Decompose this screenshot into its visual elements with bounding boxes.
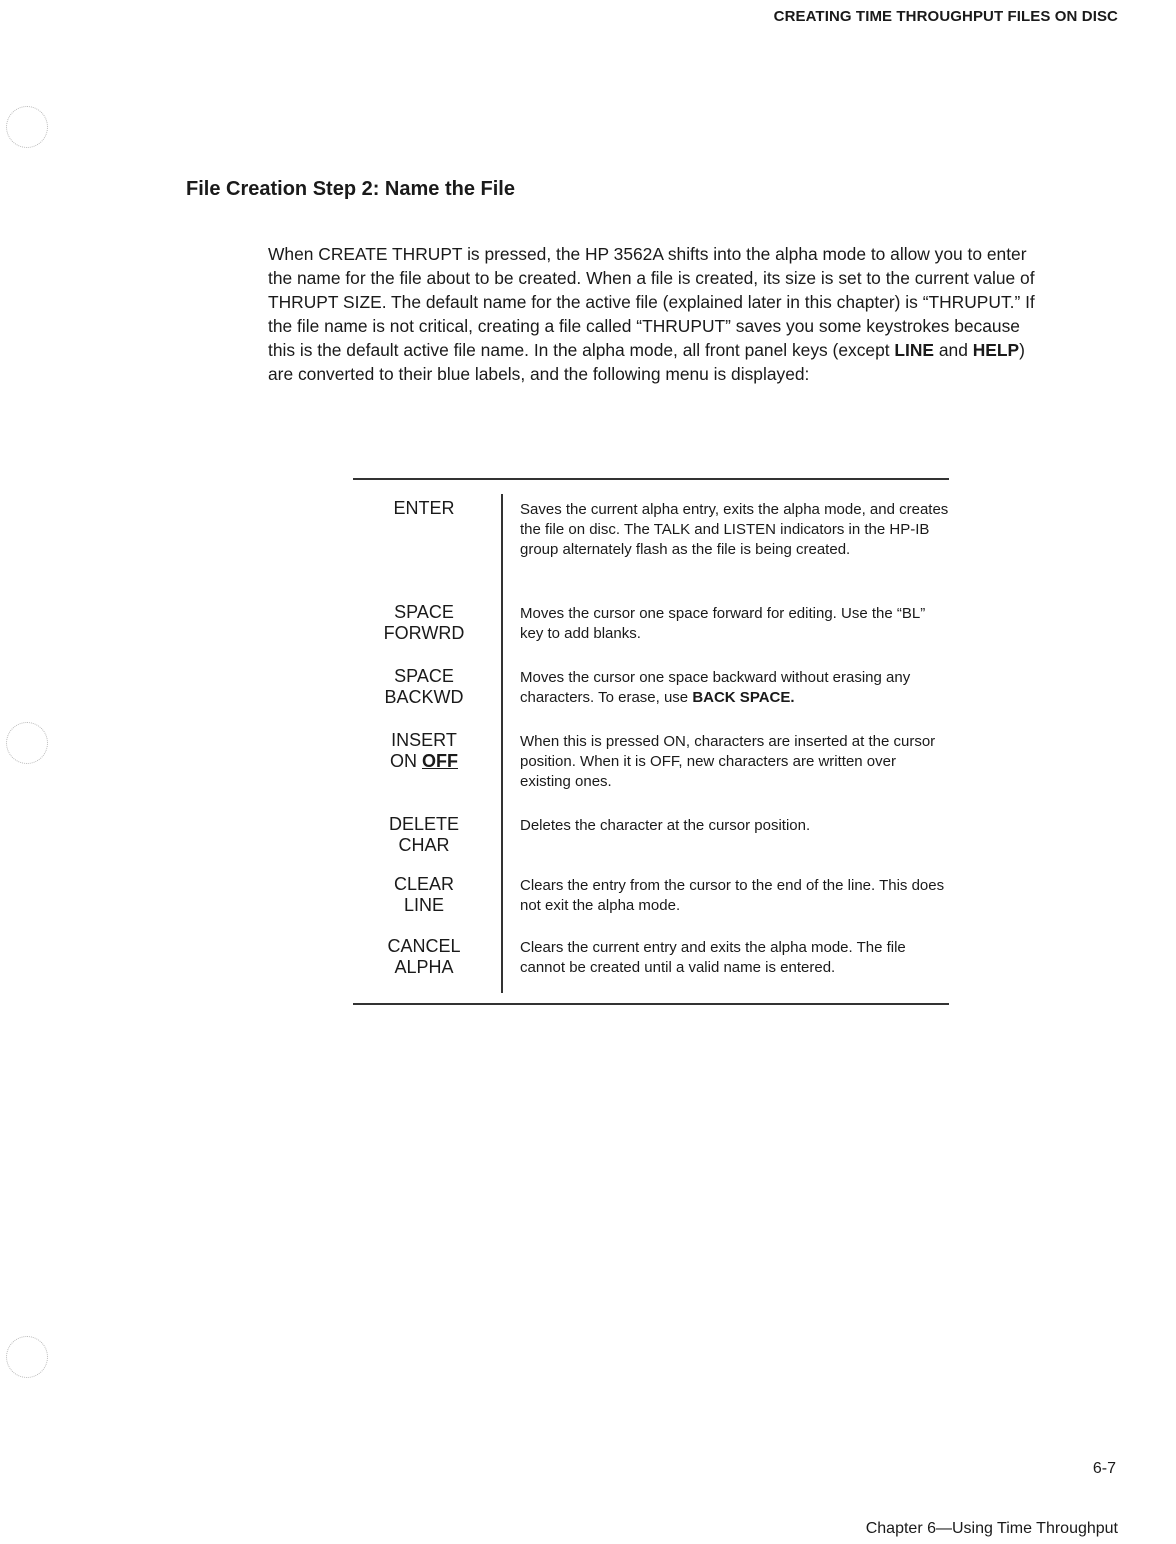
softkey-description: Moves the cursor one space forward for editing. Use the “BL” key to add blanks.	[520, 605, 926, 642]
softkey-label-line2	[353, 751, 495, 772]
softkey-label-line2: LINE	[403, 895, 445, 915]
section-title: File Creation Step 2: Name the File	[186, 178, 515, 200]
intro-paragraph	[268, 242, 1038, 386]
binder-hole-top	[6, 106, 48, 148]
softkey-clear-line	[353, 874, 495, 916]
chapter-footer: Chapter 6—Using Time Throughput	[865, 1520, 1118, 1537]
softkey-cancel-alpha	[353, 936, 495, 978]
softkey-label: ENTER	[393, 498, 455, 518]
softkey-delete-char	[353, 814, 495, 856]
softkey-label-line1: CANCEL	[387, 936, 461, 956]
softkey-description: When this is pressed ON, characters are inserted at the cursor position. When it is OFF, new characters are written over existing ones.	[520, 733, 936, 790]
softkey-off-label: OFF	[422, 751, 458, 771]
softkey-label-line2: FORWRD	[383, 623, 465, 643]
softkey-description: Deletes the character at the cursor position.	[520, 817, 811, 834]
softkey-description: Saves the current alpha entry, exits the alpha mode, and creates the file on disc. The TALK and LISTEN indicators in the HP-IB group alternately flash as the file is being created.	[520, 501, 949, 558]
softkey-description: Clears the entry from the cursor to the end of the line. This does not exit the alpha mode.	[520, 877, 945, 914]
menu-divider	[501, 494, 503, 993]
softkey-on-label: ON	[389, 751, 422, 771]
softkey-label-line1: SPACE	[394, 666, 454, 686]
softkey-label-line1: SPACE	[394, 602, 454, 622]
softkey-label-line1: INSERT	[391, 730, 457, 750]
softkey-space-forwrd	[353, 602, 495, 644]
binder-hole-middle	[6, 722, 48, 764]
alpha-menu-table	[353, 478, 949, 1005]
softkey-description	[520, 668, 950, 708]
intro-text-1: When CREATE THRUPT is pressed, the HP 3562A shifts into the alpha mode to allow you to enter the name for the file about to be created. When a file is created, its size is set to the current value of THRUPT SIZE. The default name for the active file (explained later in this chapter) is “THRUPUT.” If the file name is not critical, creating a file called “THRUPUT” saves you some keystrokes because this is the default active file name. In the alpha mode, all front panel keys (except	[268, 244, 1035, 360]
softkey-enter	[353, 498, 495, 519]
page-number: 6-7	[1092, 1460, 1116, 1477]
intro-key-line: LINE	[894, 340, 935, 360]
softkey-label-line2: ALPHA	[394, 957, 454, 977]
binder-hole-lower	[6, 1336, 48, 1378]
description-text: Moves the cursor one space backward without erasing any characters. To erase, use	[520, 669, 911, 706]
softkey-label-line1: CLEAR	[393, 874, 455, 894]
softkey-label-line2: BACKWD	[384, 687, 464, 707]
intro-text-3: ) are converted to their blue labels, and the following menu is displayed:	[268, 340, 1025, 384]
running-head: CREATING TIME THROUGHPUT FILES ON DISC	[773, 8, 1118, 25]
intro-text-2: and	[934, 340, 973, 360]
softkey-description: Clears the current entry and exits the alpha mode. The file cannot be created until a valid name is entered.	[520, 939, 906, 976]
softkey-label-line1: DELETE	[388, 814, 460, 834]
softkey-space-backwd	[353, 666, 495, 708]
softkey-label-line2: CHAR	[398, 835, 450, 855]
back-space-key: BACK SPACE.	[692, 689, 795, 706]
intro-key-help: HELP	[972, 340, 1020, 360]
softkey-insert-on-off	[353, 730, 495, 772]
